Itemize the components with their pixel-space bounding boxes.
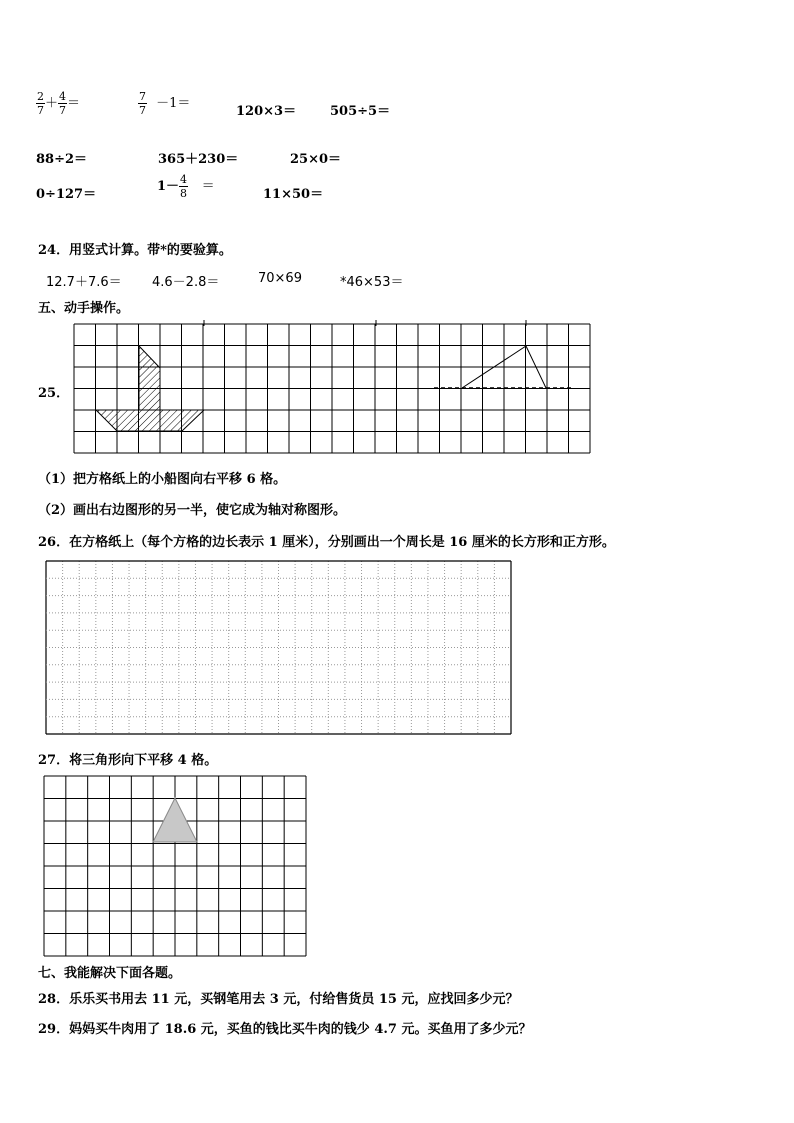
gray-triangle-shape [153, 798, 197, 842]
calc-item: 25×0＝ [290, 152, 342, 167]
calc-fraction-sub2: 1－ $\frac{4}{8}$ ＝ [157, 173, 215, 200]
q24-item: 4.6－2.8＝ [152, 275, 220, 290]
q24-title: 24．用竖式计算。带*的要验算。 [38, 243, 232, 258]
fraction: $\frac{4}{8}$ [180, 173, 188, 200]
calc-item: 11×50＝ [263, 187, 324, 202]
q24-item: 70×69 [258, 271, 302, 286]
q27-title: 27．将三角形向下平移 4 格。 [38, 753, 218, 768]
q26-title: 26．在方格纸上（每个方格的边长表示 1 厘米），分别画出一个周长是 16 厘米的长方形和正方形。 [38, 535, 615, 550]
q25-label: 25． [38, 386, 70, 401]
section5-title: 五、动手操作。 [38, 301, 130, 316]
fraction: $\frac{4}{7}$ [59, 90, 67, 117]
calc-item: 88÷2＝ [36, 152, 88, 167]
calc-item: 505÷5＝ [330, 104, 391, 119]
fraction: $\frac{2}{7}$ [37, 90, 44, 117]
q24-item: *46×53＝ [340, 275, 404, 290]
calc-fraction-add: $\frac{2}{7}$ ＋ $\frac{4}{7}$ ＝ [37, 90, 81, 117]
fraction: $\frac{7}{7}$ [139, 90, 146, 117]
calc-item: 120×3＝ [236, 104, 297, 119]
q29-title: 29．妈妈买牛肉用了 18.6 元，买鱼的钱比买牛肉的钱少 4.7 元。买鱼用了多少元？ [38, 1022, 532, 1037]
calc-item: 365＋230＝ [158, 152, 239, 167]
q25-sub2: （2）画出右边图形的另一半，使它成为轴对称图形。 [38, 503, 347, 518]
q28-title: 28．乐乐买书用去 11 元，买钢笔用去 3 元，付给售货员 15 元，应找回多少元？ [38, 992, 519, 1007]
q25-sub1: （1）把方格纸上的小船图向右平移 6 格。 [38, 472, 287, 487]
calc-item: 0÷127＝ [36, 187, 97, 202]
calc-fraction-sub: $\frac{7}{7}$ －1＝ [139, 90, 191, 117]
section7-title: 七、我能解决下面各题。 [38, 966, 182, 981]
q24-item: 12.7＋7.6＝ [46, 275, 122, 290]
